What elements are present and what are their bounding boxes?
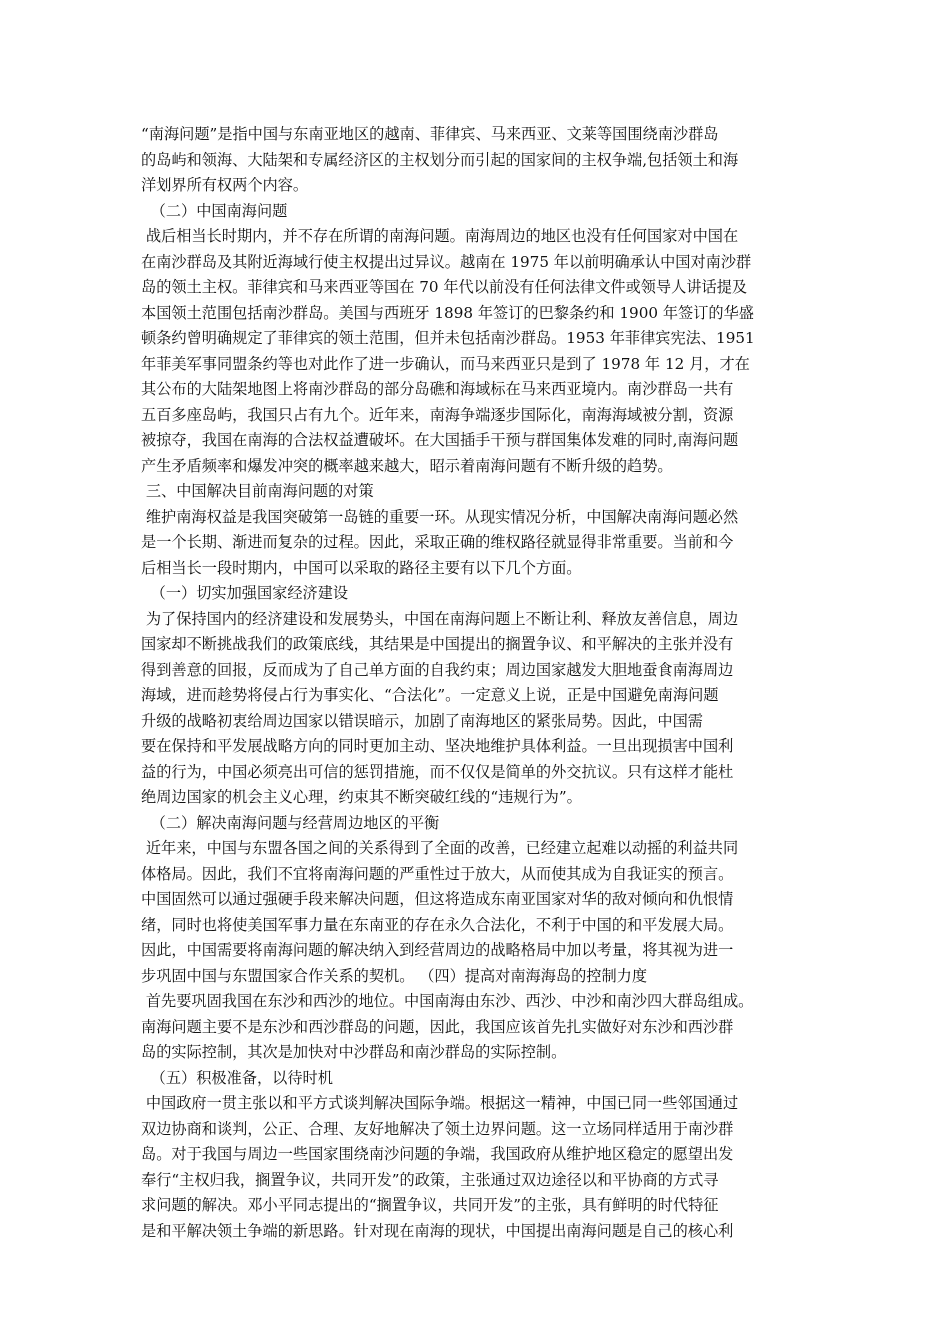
- text-line: 五百多座岛屿，我国只占有九个。近年来，南海争端逐步国际化，南海海域被分割，资源: [141, 405, 734, 424]
- text-line: 中国政府一贯主张以和平方式谈判解决国际争端。根据这一精神，中国已同一些邻国通过: [141, 1094, 739, 1112]
- text-line: 求问题的解决。邓小平同志提出的“搁置争议，共同开发”的主张，具有鲜明的时代特征: [141, 1196, 719, 1214]
- section-heading: （二）中国南海问题: [141, 201, 288, 220]
- text-line: 绝周边国家的机会主义心理，约束其不断突破红线的“违规行为”。: [141, 788, 582, 806]
- text-line: 顿条约曾明确规定了菲律宾的领土范围，但并未包括南沙群岛。1953 年菲律宾宪法、1951: [141, 329, 755, 347]
- text-line: 因此，中国需要将南海问题的解决纳入到经营周边的战略格局中加以考量，将其视为进一: [141, 941, 734, 959]
- text-line: 南海问题主要不是东沙和西沙群岛的问题，因此，我国应该首先扎实做好对东沙和西沙群: [141, 1017, 734, 1036]
- text-line: 绪，同时也将使美国军事力量在东南亚的存在永久合法化，不利于中国的和平发展大局。: [141, 915, 734, 934]
- text-line: 得到善意的回报，反而成为了自己单方面的自我约束；周边国家越发大胆地蚕食南海周边: [141, 660, 734, 679]
- text-line: 益的行为，中国必须亮出可信的惩罚措施，而不仅仅是简单的外交抗议。只有这样才能杜: [141, 762, 734, 781]
- text-line: 是和平解决领土争端的新思路。针对现在南海的现状，中国提出南海问题是自己的核心利: [141, 1221, 734, 1240]
- text-line: 升级的战略初衷给周边国家以错误暗示，加剧了南海地区的紧张局势。因此，中国需: [141, 711, 703, 730]
- text-line: 维护南海权益是我国突破第一岛链的重要一环。从现实情况分析，中国解决南海问题必然: [141, 507, 739, 526]
- text-line: 被掠夺，我国在南海的合法权益遭破坏。在大国插手干预与群国集体发难的同时,南海问题: [141, 431, 739, 449]
- text-line: 首先要巩固我国在东沙和西沙的地位。中国南海由东沙、西沙、中沙和南沙四大群岛组成。: [141, 992, 754, 1010]
- text-line: 海域，进而趁势将侵占行为事实化、“合法化”。一定意义上说，正是中国避免南海问题: [141, 686, 719, 704]
- text-line: 洋划界所有权两个内容。: [141, 176, 309, 194]
- text-line: 为了保持国内的经济建设和发展势头，中国在南海问题上不断让利、释放友善信息，周边: [141, 609, 739, 628]
- text-line: 步巩固中国与东盟国家合作关系的契机。 （四）提高对南海海岛的控制力度: [141, 966, 648, 985]
- text-line: 是一个长期、渐进而复杂的过程。因此，采取正确的维权路径就显得非常重要。当前和今: [141, 533, 734, 551]
- text-line: 要在保持和平发展战略方向的同时更加主动、坚决地维护具体利益。一旦出现损害中国利: [141, 737, 734, 755]
- text-line: 岛的领土主权。菲律宾和马来西亚等国在 70 年代以前没有任何法律文件或领导人讲话提及: [141, 278, 748, 296]
- text-line: 年菲美军事同盟条约等也对此作了进一步确认，而马来西亚只是到了 1978 年 12 月，才在: [141, 354, 750, 373]
- text-line: 体格局。因此，我们不宜将南海问题的严重性过于放大，从而使其成为自我证实的预言。: [141, 864, 734, 883]
- text-line: 奉行“主权归我，搁置争议，共同开发”的政策，主张通过双边途径以和平协商的方式寻: [141, 1170, 719, 1189]
- section-heading: 三、中国解决目前南海问题的对策: [141, 482, 374, 500]
- text-line: “南海问题”是指中国与东南亚地区的越南、菲律宾、马来西亚、文莱等国围绕南沙群岛: [141, 125, 719, 143]
- text-line: 其公布的大陆架地图上将南沙群岛的部分岛礁和海域标在马来西亚境内。南沙群岛一共有: [141, 380, 734, 398]
- text-line: 近年来，中国与东盟各国之间的关系得到了全面的改善，已经建立起难以动摇的利益共同: [141, 839, 739, 857]
- text-line: 国家却不断挑战我们的政策底线，其结果是中国提出的搁置争议、和平解决的主张并没有: [141, 635, 734, 653]
- text-line: 岛的实际控制，其次是加快对中沙群岛和南沙群岛的实际控制。: [141, 1043, 567, 1061]
- section-heading: （五）积极准备，以待时机: [141, 1068, 333, 1087]
- text-line: 岛。对于我国与周边一些国家围绕南沙问题的争端，我国政府从维护地区稳定的愿望出发: [141, 1145, 734, 1163]
- text-line: 战后相当长时期内，并不存在所谓的南海问题。南海周边的地区也没有任何国家对中国在: [141, 227, 739, 245]
- text-line: 后相当长一段时期内，中国可以采取的路径主要有以下几个方面。: [141, 558, 582, 577]
- text-line: 产生矛盾频率和爆发冲突的概率越来越大，昭示着南海问题有不断升级的趋势。: [141, 456, 673, 475]
- document-body: [141, 122, 821, 1244]
- text-line: 本国领土范围包括南沙群岛。美国与西班牙 1898 年签订的巴黎条约和 1900 年签订的华盛: [141, 303, 754, 322]
- text-line: 双边协商和谈判，公正、合理、友好地解决了领土边界问题。这一立场同样适用于南沙群: [141, 1119, 734, 1138]
- section-heading: （二）解决南海问题与经营周边地区的平衡: [141, 813, 440, 832]
- text-line: 的岛屿和领海、大陆架和专属经济区的主权划分而引起的国家间的主权争端,包括领土和海: [141, 150, 739, 169]
- text-line: 在南沙群岛及其附近海域行使主权提出过异议。越南在 1975 年以前明确承认中国对南沙群: [141, 252, 752, 271]
- text-line: 中国固然可以通过强硬手段来解决问题，但这将造成东南亚国家对华的敌对倾向和仇恨情: [141, 890, 734, 908]
- section-heading: （一）切实加强国家经济建设: [141, 584, 349, 602]
